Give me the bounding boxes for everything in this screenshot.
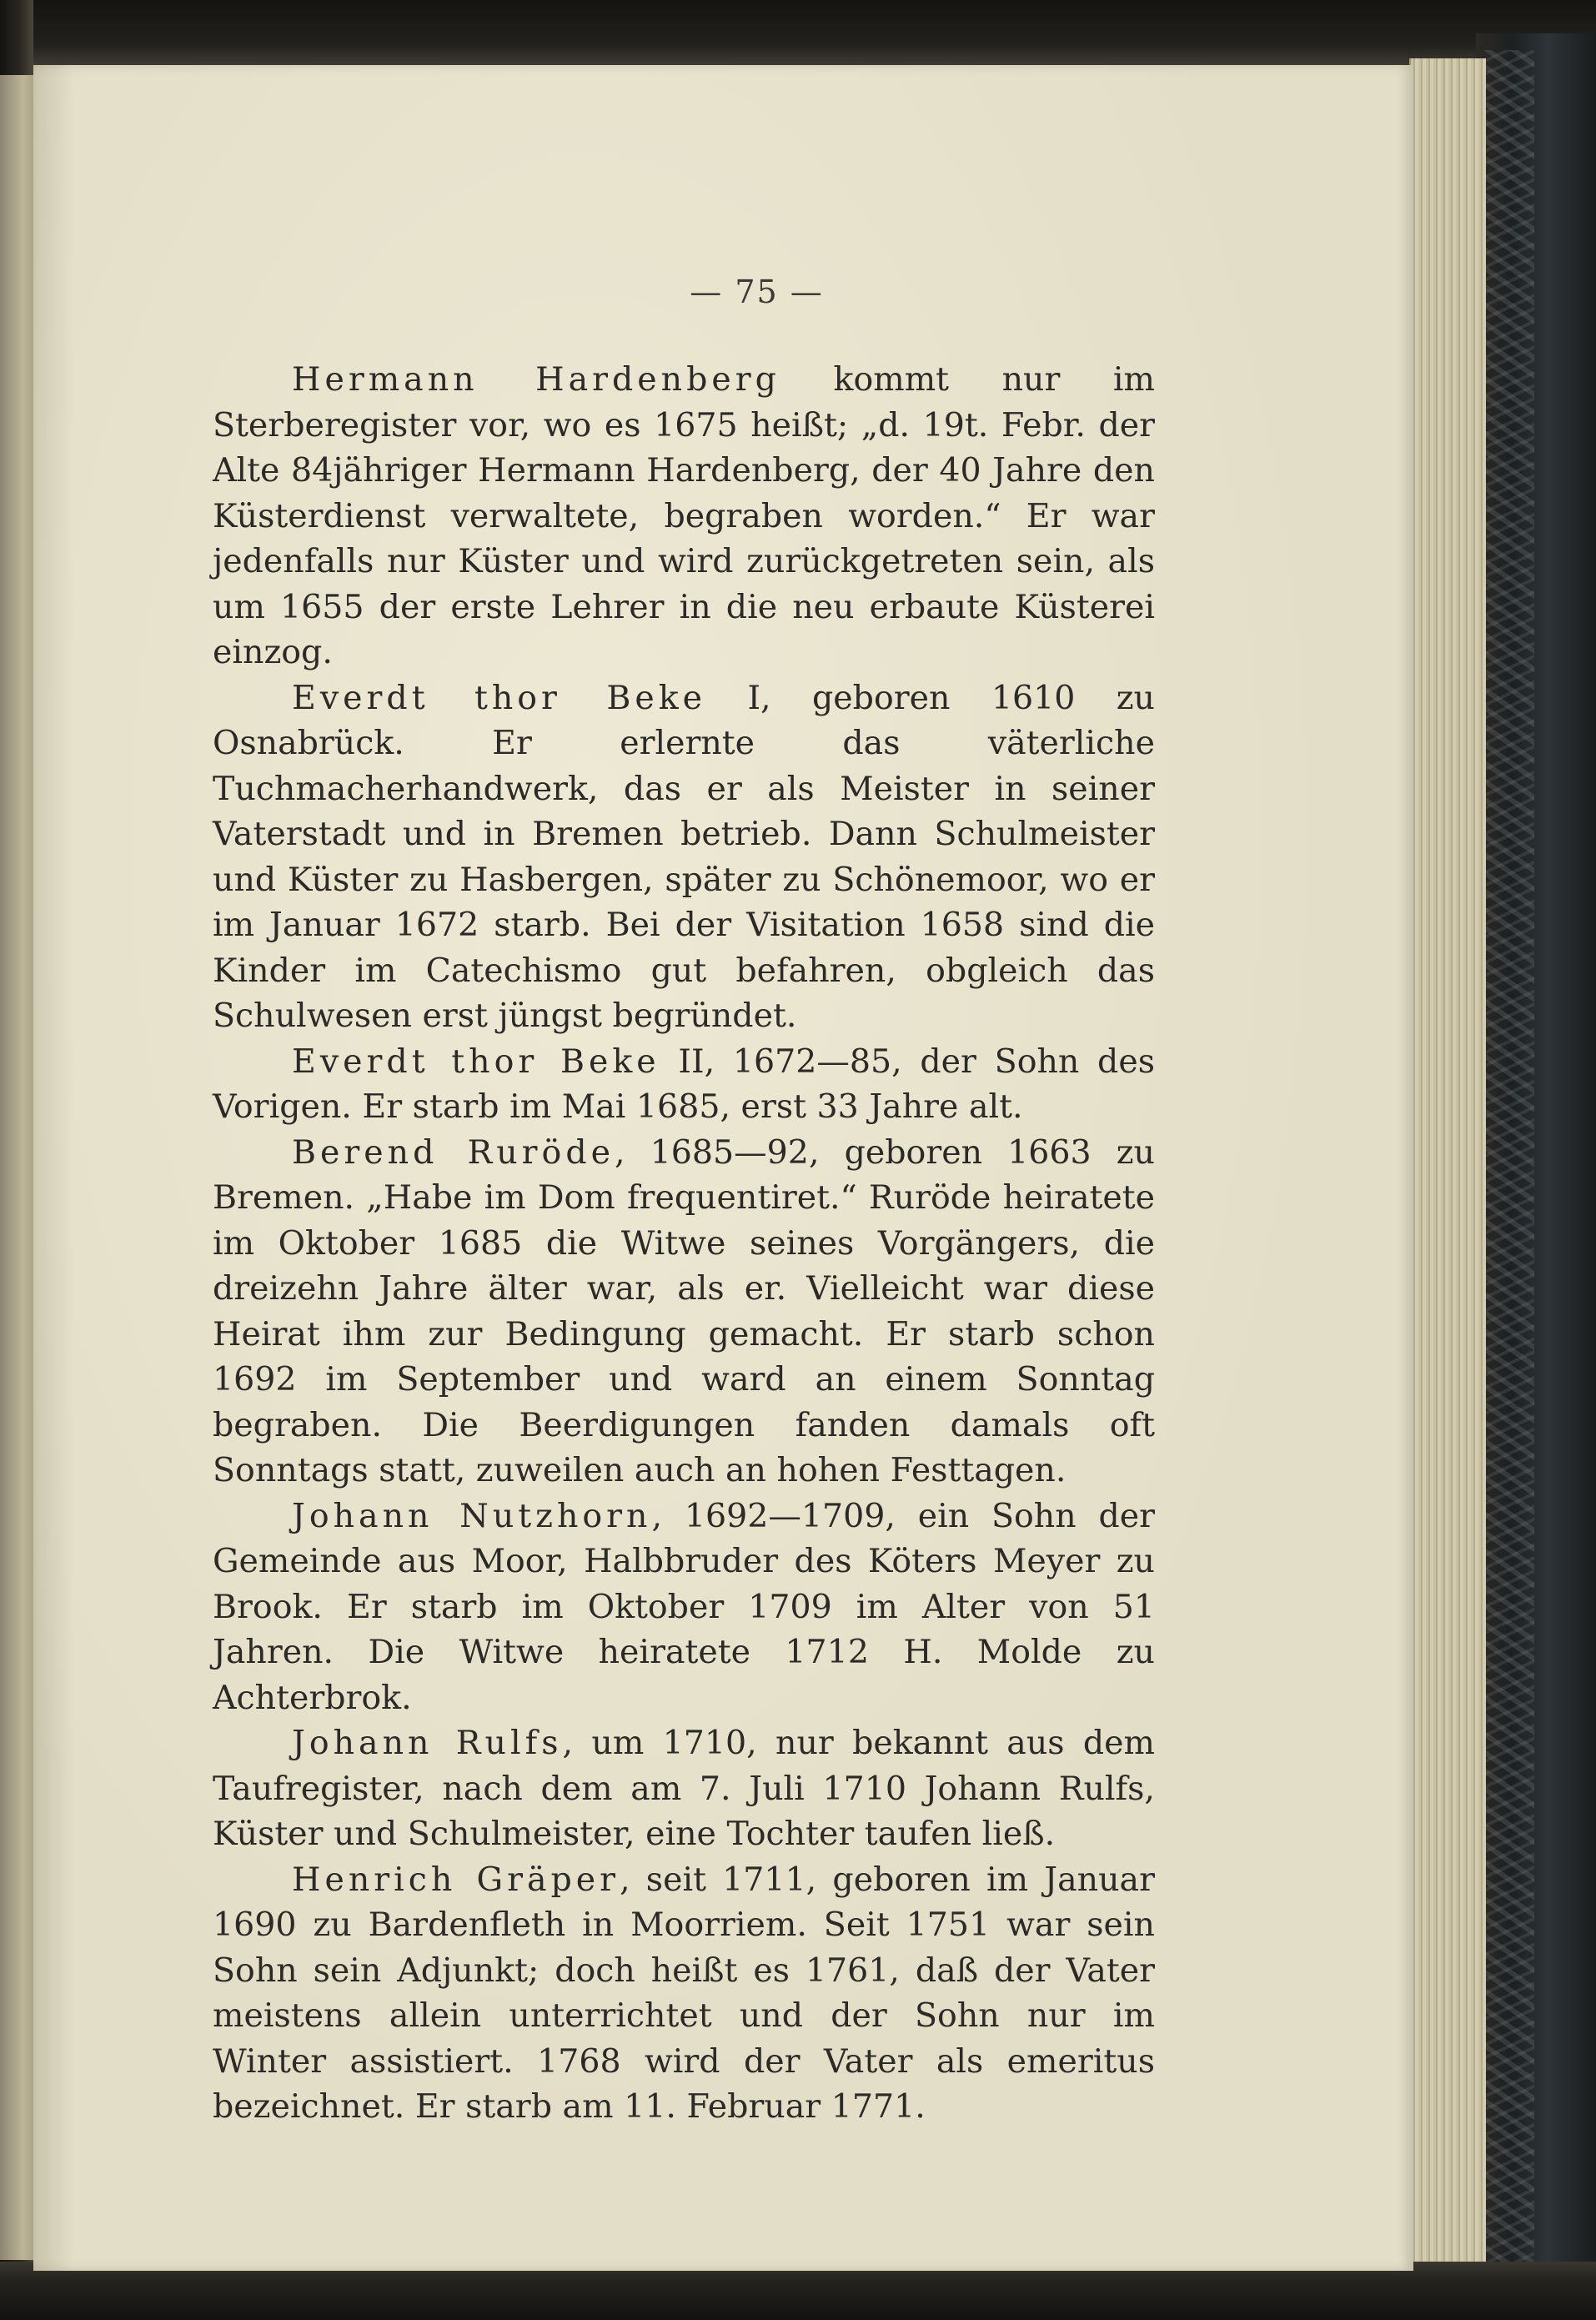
paragraph-graeper <box>213 1857 1155 2130</box>
paragraph-rulfs <box>213 1720 1155 1857</box>
person-name: Henrich Gräper <box>292 1860 620 1899</box>
person-name: Hermann Hardenberg <box>292 360 780 399</box>
paragraph-nutzhorn <box>213 1494 1155 1721</box>
book-top-edge <box>0 0 1596 65</box>
paragraph-text: , seit 1711, geboren im Januar 1690 zu Bardenfleth in Moorriem. Seit 1751 war sein Sohn sein Adjunkt; doch heißt es 1761, daß der Vater meistens allein unterrichtet und der Sohn nur im Winter assistiert. 1768 wird der Vater als emeritus bezeichnet. Er starb am 11. Februar 1771. <box>213 1860 1155 2126</box>
person-name: Everdt thor Beke <box>292 678 707 717</box>
paragraph-text: , 1685—92, geboren 1663 zu Bremen. „Habe im Dom frequentiret.“ Ruröde heiratete im Oktober 1685 die Witwe seines Vorgängers, die dreizehn Jahre älter war, als er. Vielleicht war diese Heirat ihm zur Bedingung gemacht. Er starb schon 1692 im September und ward an einem Sonntag begraben. Die Beerdigungen fanden damals oft Sonntags statt, zuweilen auch an hohen Festtagen. <box>213 1132 1155 1489</box>
paragraph-thor-beke-1 <box>213 675 1155 1039</box>
page-body <box>213 357 1155 2130</box>
cover-marbling <box>1484 50 1534 2268</box>
paragraph-text: , 1692—1709, ein Sohn der Gemeinde aus Moor, Halbbruder des Köters Meyer zu Brook. Er starb im Oktober 1709 im Alter von 51 Jahren. Die Witwe heiratete 1712 H. Molde zu Achterbrok. <box>213 1496 1155 1717</box>
paragraph-thor-beke-2 <box>213 1039 1155 1130</box>
paragraph-hardenberg <box>213 357 1155 675</box>
person-name: Johann Rulfs <box>292 1724 563 1762</box>
page-stack-edge <box>1409 58 1486 2272</box>
person-name: Everdt thor Beke <box>292 1042 660 1081</box>
paragraph-text: II, 1672—85, der Sohn des Vorigen. Er starb im Mai 1685, erst 33 Jahre alt. <box>213 1042 1155 1126</box>
page-number: — 75 — <box>690 274 824 310</box>
paragraph-text: , um 1710, nur bekannt aus dem Taufregister, nach dem am 7. Juli 1710 Johann Rulfs, Küster und Schulmeister, eine Tochter taufen ließ. <box>213 1724 1156 1853</box>
paragraph-text: kommt nur im Sterberegister vor, wo es 1675 heißt; „d. 19t. Febr. der Alte 84jähriger Hermann Hardenberg, der 40 Jahre den Küsterdienst verwaltete, begraben worden.“ Er war jedenfalls nur Küster und wird zurückgetreten sein, als um 1655 der erste Lehrer in die neu erbaute Küsterei einzog. <box>213 360 1155 671</box>
person-name: Berend Ruröde <box>292 1132 615 1172</box>
book-page <box>33 65 1413 2271</box>
paragraph-ruroede <box>213 1130 1155 1494</box>
person-name: Johann Nutzhorn <box>292 1496 652 1535</box>
paragraph-text: I, geboren 1610 zu Osnabrück. Er erlernte das väterliche Tuchmacherhandwerk, das er als Meister in seiner Vaterstadt und in Bremen betrieb. Dann Schulmeister und Küster zu Hasbergen, später zu Schönemoor, wo er im Januar 1672 starb. Bei der Visitation 1658 sind die Kinder im Catechismo gut befahren, obgleich das Schulwesen erst jüngst begründet. <box>213 678 1155 1035</box>
